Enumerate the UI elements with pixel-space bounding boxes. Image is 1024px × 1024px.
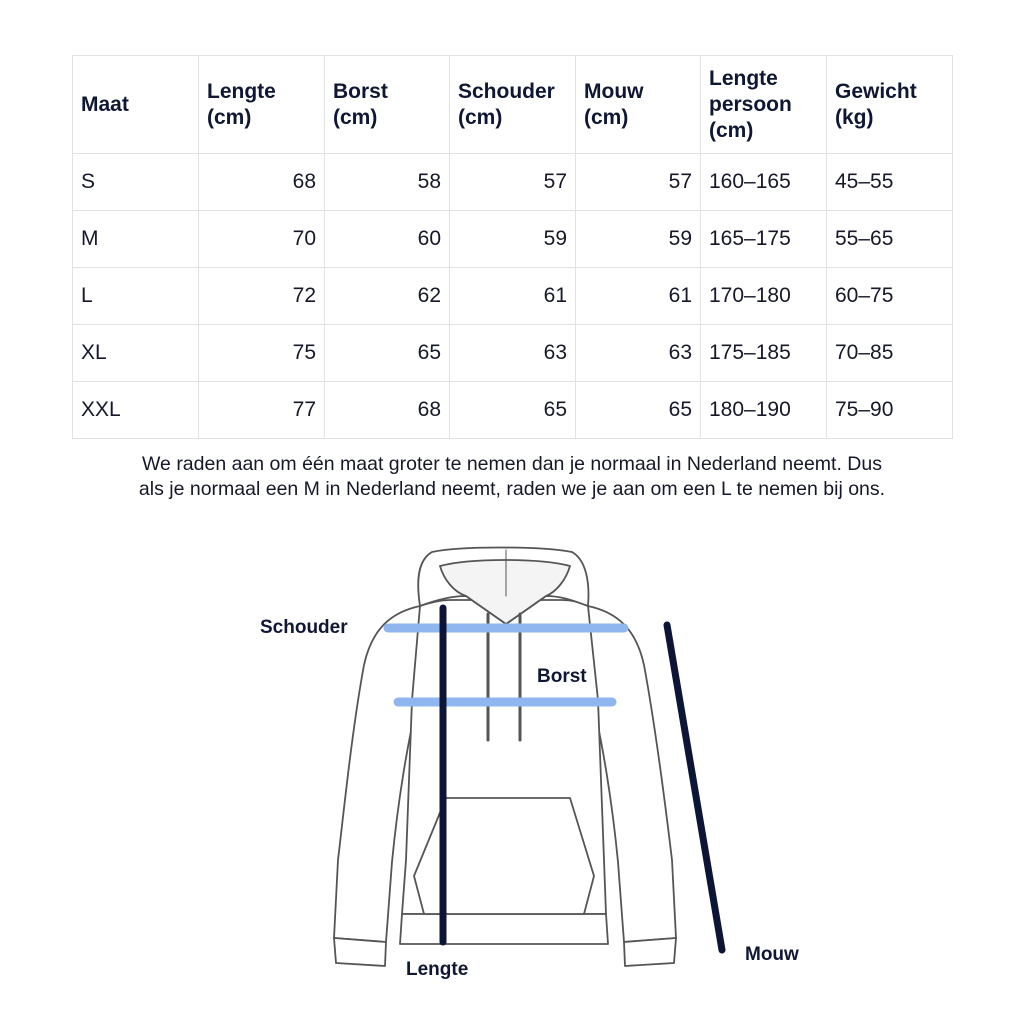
cell-maat: XXL [73,382,199,439]
cell-borst: 68 [325,382,450,439]
size-table [72,55,953,439]
cell-borst: 60 [325,211,450,268]
cell-lengte-persoon: 170–180 [701,268,827,325]
header-lengte: Lengte (cm) [199,56,325,154]
cell-schouder: 63 [450,325,576,382]
waistband [400,914,608,944]
cell-borst: 58 [325,154,450,211]
table-header-row [73,56,953,154]
cell-schouder: 65 [450,382,576,439]
header-schouder: Schouder (cm) [450,56,576,154]
cell-mouw: 63 [576,325,701,382]
cell-schouder: 59 [450,211,576,268]
cell-lengte: 68 [199,154,325,211]
cell-gewicht: 55–65 [827,211,953,268]
table-row [73,325,953,382]
cell-lengte: 70 [199,211,325,268]
cell-maat: XL [73,325,199,382]
cell-schouder: 57 [450,154,576,211]
cell-schouder: 61 [450,268,576,325]
table-row [73,382,953,439]
cell-gewicht: 45–55 [827,154,953,211]
cell-borst: 62 [325,268,450,325]
header-maat: Maat [73,56,199,154]
note-line-1: We raden aan om één maat groter te nemen dan je normaal in Nederland neemt. Dus [142,453,882,475]
table-row [73,154,953,211]
cell-mouw: 61 [576,268,701,325]
table-row [73,211,953,268]
right-cuff [624,938,676,966]
hoodie-measurement-diagram [0,520,1024,1020]
mouw-measure-line [667,625,722,950]
cell-maat: L [73,268,199,325]
cell-gewicht: 70–85 [827,325,953,382]
header-lengte-persoon: Lengte persoon (cm) [701,56,827,154]
hoodie-illustration [334,548,676,967]
cell-lengte: 75 [199,325,325,382]
label-mouw: Mouw [745,944,799,965]
cell-lengte-persoon: 165–175 [701,211,827,268]
note-line-2: als je normaal een M in Nederland neemt, raden we je aan om een L te nemen bij ons. [138,478,886,500]
table-row [73,268,953,325]
cell-borst: 65 [325,325,450,382]
cell-mouw: 59 [576,211,701,268]
cell-gewicht: 60–75 [827,268,953,325]
cell-lengte-persoon: 180–190 [701,382,827,439]
label-lengte: Lengte [406,959,469,980]
header-borst: Borst (cm) [325,56,450,154]
cell-mouw: 65 [576,382,701,439]
cell-lengte-persoon: 175–185 [701,325,827,382]
cell-mouw: 57 [576,154,701,211]
cell-maat: M [73,211,199,268]
label-schouder: Schouder [260,617,348,638]
cell-lengte-persoon: 160–165 [701,154,827,211]
cell-gewicht: 75–90 [827,382,953,439]
cell-maat: S [73,154,199,211]
size-advice-note [40,452,984,502]
cell-lengte: 77 [199,382,325,439]
left-cuff [334,938,386,966]
header-gewicht: Gewicht (kg) [827,56,953,154]
header-mouw: Mouw (cm) [576,56,701,154]
cell-lengte: 72 [199,268,325,325]
label-borst: Borst [537,666,587,687]
